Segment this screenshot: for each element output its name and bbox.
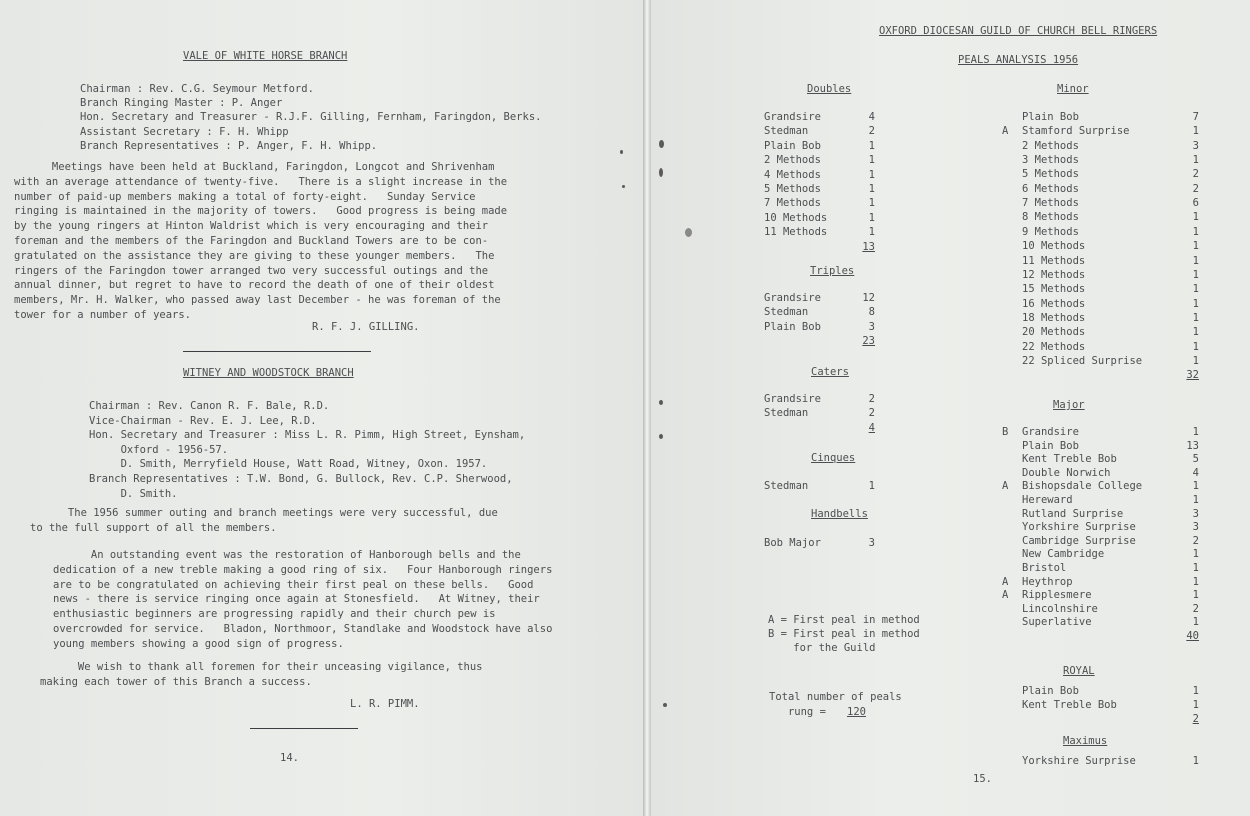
peal-method-label: Grandsire — [764, 292, 821, 304]
paragraph-line: ringers of the Faringdon tower arranged two very successful outings and the — [14, 264, 489, 277]
peal-count: 1 — [868, 139, 875, 152]
peal-method-label: Stedman — [764, 480, 809, 492]
wwb-branch-title: WITNEY AND WOODSTOCK BRANCH — [183, 367, 354, 379]
key-line: for the Guild — [768, 641, 876, 654]
peal-count: 1 — [1192, 562, 1199, 574]
first-peal-marker: B — [1002, 426, 1009, 438]
caters-title: Caters — [811, 366, 849, 378]
peal-count: 1 — [1192, 616, 1199, 629]
paragraph-line: dedication of a new treble making a good ring of six. Four Hanborough ringers — [53, 563, 553, 576]
paragraph-line: by the young ringers at Hinton Waldrist which is very encouraging and their — [14, 220, 489, 233]
peal-count: 1 — [868, 168, 875, 181]
peal-method-label: Stedman — [764, 407, 809, 420]
paragraph-line: number of paid-up members making a total of forty-eight. Sunday Service — [14, 190, 476, 203]
paragraph-line: young members showing a good sign of progress. — [53, 637, 344, 650]
divider-1 — [183, 351, 371, 352]
ink-spot — [659, 168, 663, 177]
peal-count: 1 — [1192, 211, 1199, 224]
peal-method-label: Grandsire — [1022, 426, 1079, 438]
peal-count: 2 — [868, 125, 875, 138]
peal-method-label: 11 Methods — [764, 226, 828, 239]
cinques-title: Cinques — [811, 452, 856, 464]
paragraph-line: Meetings have been held at Buckland, Faringdon, Longcot and Shrivenham — [14, 161, 495, 173]
peal-method-label: New Cambridge — [1022, 548, 1105, 561]
paragraph-line: enthusiastic beginners are progressing rapidly and their church pew is — [53, 608, 496, 621]
officer-line: Branch Ringing Master : P. Anger — [80, 97, 283, 110]
ink-spot — [659, 434, 663, 439]
peal-count: 1 — [1192, 125, 1199, 138]
peal-count: 1 — [868, 197, 875, 210]
peal-method-label: Rutland Surprise — [1022, 507, 1124, 520]
ink-spot — [685, 228, 692, 237]
peal-method-label: Superlative — [1022, 616, 1092, 629]
peal-count: 3 — [868, 537, 875, 549]
section-total: 4 — [868, 421, 875, 434]
officer-line: Hon. Secretary and Treasurer : Miss L. R. Pimm, High Street, Eynsham, — [89, 429, 526, 442]
section-total: 13 — [862, 240, 875, 253]
peal-method-label: 5 Methods — [1022, 168, 1079, 181]
right-page — [651, 0, 1250, 816]
officer-line: Assistant Secretary : F. H. Whipp — [80, 125, 289, 138]
guild-title: OXFORD DIOCESAN GUILD OF CHURCH BELL RINGERS — [879, 25, 1158, 37]
paragraph-line: gratulated on the assistance they are giving to these younger members. The — [14, 249, 495, 262]
peal-method-label: Kent Treble Bob — [1022, 453, 1117, 466]
royal-title: ROYAL — [1063, 665, 1095, 677]
maximus-title: Maximus — [1063, 735, 1108, 747]
peal-count: 4 — [1192, 466, 1199, 479]
officer-line: Vice-Chairman - Rev. E. J. Lee, R.D. — [89, 414, 317, 427]
total-peals-label: rung = — [769, 706, 833, 718]
peal-method-label: Cambridge Surprise — [1022, 534, 1136, 547]
peal-count: 1 — [1192, 311, 1199, 324]
peal-method-label: Yorkshire Surprise — [1022, 521, 1136, 534]
first-peal-marker: A — [1002, 480, 1009, 493]
peal-method-label: Ripplesmere — [1022, 589, 1092, 602]
peal-method-label: 20 Methods — [1022, 326, 1086, 339]
vwh-branch-title: VALE OF WHITE HORSE BRANCH — [183, 50, 348, 62]
peal-count: 2 — [1192, 534, 1199, 547]
peal-count: 2 — [868, 407, 875, 420]
peal-method-label: 22 Spliced Surprise — [1022, 354, 1143, 367]
peal-count: 2 — [1192, 168, 1199, 181]
peal-method-label: Grandsire — [764, 393, 821, 405]
total-peals-value: 120 — [847, 706, 866, 718]
officer-line: Hon. Secretary and Treasurer - R.J.F. Gilling, Fernham, Faringdon, Berks. — [80, 111, 542, 124]
paragraph-line: are to be congratulated on achieving their first peal on these bells. Good — [53, 578, 534, 591]
peal-count: 1 — [1192, 354, 1199, 367]
officer-line: Oxford - 1956-57. — [89, 443, 229, 456]
peal-method-label: 5 Methods — [764, 183, 821, 195]
officer-line: D. Smith. — [89, 487, 178, 500]
peal-count: 1 — [1192, 575, 1199, 588]
paragraph-line: annual dinner, but regret to have to record the death of one of their oldest — [14, 279, 495, 292]
section-total: 23 — [862, 335, 875, 348]
peal-count: 1 — [1192, 548, 1199, 561]
peal-method-label: 7 Methods — [1022, 197, 1079, 210]
paragraph-line: with an average attendance of twenty-five. There is a slight increase in the — [14, 175, 508, 188]
peal-count: 3 — [868, 320, 875, 333]
page-gutter — [643, 0, 651, 816]
officer-line: D. Smith, Merryfield House, Watt Road, Witney, Oxon. 1957. — [89, 458, 488, 471]
peal-method-label: 18 Methods — [1022, 311, 1086, 324]
paragraph-line: to the full support of all the members. — [30, 522, 277, 534]
paragraph-line: ringing is maintained in the majority of towers. Good progress is being made — [14, 205, 508, 218]
peal-count: 1 — [1192, 297, 1199, 310]
wwb-signature: L. R. PIMM. — [350, 698, 420, 710]
peal-count: 1 — [868, 211, 875, 224]
peal-method-label: Heythrop — [1022, 575, 1073, 588]
paragraph-line: members, Mr. H. Walker, who passed away last December - he was foreman of the — [14, 294, 501, 307]
peal-count: 13 — [1186, 439, 1199, 452]
paragraph-line: making each tower of this Branch a success. — [40, 676, 312, 688]
left-page-number: 14. — [280, 752, 299, 764]
peal-method-label: Grandsire — [764, 111, 821, 123]
peal-method-label: Plain Bob — [764, 320, 821, 333]
peal-method-label: 15 Methods — [1022, 283, 1086, 296]
paragraph-line: An outstanding event was the restoration of Hanborough bells and the — [53, 549, 521, 561]
peal-count: 2 — [1192, 182, 1199, 195]
peal-count: 1 — [868, 183, 875, 195]
peal-count: 3 — [1192, 507, 1199, 520]
peal-count: 7 — [1192, 111, 1199, 123]
vwh-signature: R. F. J. GILLING. — [312, 321, 420, 333]
first-peal-marker: A — [1002, 125, 1009, 138]
peal-method-label: 10 Methods — [764, 211, 828, 224]
peal-method-label: Hereward — [1022, 494, 1073, 506]
triples-title: Triples — [810, 265, 855, 277]
first-peal-marker: A — [1002, 575, 1009, 588]
doubles-title: Doubles — [807, 83, 852, 95]
key-line: B = First peal in method — [768, 627, 920, 640]
peal-count: 1 — [1192, 254, 1199, 267]
peal-method-label: 3 Methods — [1022, 154, 1079, 167]
peal-count: 2 — [868, 393, 875, 405]
handbells-title: Handbells — [811, 508, 868, 520]
peal-method-label: 22 Methods — [1022, 340, 1086, 353]
peal-count: 1 — [1192, 340, 1199, 353]
total-peals-label: Total number of peals — [769, 691, 902, 703]
peal-count: 1 — [1192, 268, 1199, 281]
officer-line: Branch Representatives : P. Anger, F. H. Whipp. — [80, 139, 378, 152]
peal-method-label: Bob Major — [764, 537, 821, 549]
paragraph-line: overcrowded for service. Bladon, Northmoor, Standlake and Woodstock have also — [53, 623, 553, 635]
peal-count: 1 — [1192, 283, 1199, 296]
peal-method-label: Bishopsdale College — [1022, 480, 1143, 493]
ink-spot — [659, 400, 663, 405]
section-total: 2 — [1192, 713, 1199, 726]
peal-count: 1 — [868, 226, 875, 239]
peal-method-label: Bristol — [1022, 562, 1067, 574]
peal-method-label: Kent Treble Bob — [1022, 699, 1117, 712]
peal-count: 8 — [868, 306, 875, 319]
peal-count: 1 — [1192, 225, 1199, 238]
ink-spot — [663, 703, 667, 707]
peal-count: 1 — [1192, 240, 1199, 253]
paragraph-line: tower for a number of years. — [14, 309, 192, 321]
peal-count: 1 — [1192, 755, 1199, 767]
peal-count: 1 — [868, 154, 875, 167]
peal-method-label: 12 Methods — [1022, 268, 1086, 281]
ink-spot — [622, 185, 625, 188]
peal-count: 1 — [1192, 326, 1199, 339]
peal-method-label: 7 Methods — [764, 197, 821, 210]
peal-count: 1 — [1192, 494, 1199, 506]
paragraph-line: news - there is service ringing once again at Stonesfield. At Witney, their — [53, 593, 540, 606]
section-total: 40 — [1186, 630, 1199, 642]
peal-method-label: 11 Methods — [1022, 254, 1086, 267]
peal-method-label: 2 Methods — [1022, 139, 1079, 152]
divider-2 — [250, 728, 358, 729]
peal-method-label: Plain Bob — [1022, 439, 1079, 452]
peal-method-label: 9 Methods — [1022, 225, 1079, 238]
peal-method-label: 2 Methods — [764, 154, 821, 167]
peals-analysis-title: PEALS ANALYSIS 1956 — [958, 54, 1079, 66]
peal-count: 1 — [1192, 685, 1199, 697]
section-total: 32 — [1186, 369, 1199, 382]
major-title: Major — [1053, 399, 1085, 411]
peal-count: 1 — [1192, 426, 1199, 438]
peal-method-label: Plain Bob — [1022, 685, 1079, 697]
ink-spot — [659, 140, 664, 148]
peal-count: 5 — [1192, 453, 1199, 466]
paragraph-line: foreman and the members of the Faringdon and Buckland Towers are to be con- — [14, 235, 489, 247]
peal-method-label: Yorkshire Surprise — [1022, 755, 1136, 767]
ink-spot — [620, 150, 623, 154]
peal-method-label: 16 Methods — [1022, 297, 1086, 310]
peal-count: 4 — [868, 111, 875, 123]
right-page-number: 15. — [973, 773, 992, 785]
officer-line: Chairman : Rev. Canon R. F. Bale, R.D. — [89, 400, 330, 412]
peal-method-label: Stedman — [764, 306, 809, 319]
peal-count: 3 — [1192, 521, 1199, 534]
peal-method-label: Plain Bob — [1022, 111, 1079, 123]
peal-method-label: Double Norwich — [1022, 466, 1111, 479]
peal-method-label: 10 Methods — [1022, 240, 1086, 253]
paragraph-line: We wish to thank all foremen for their unceasing vigilance, thus — [40, 661, 483, 673]
key-line: A = First peal in method — [768, 614, 920, 626]
peal-count: 12 — [862, 292, 875, 304]
peal-count: 1 — [1192, 480, 1199, 493]
paragraph-line: The 1956 summer outing and branch meetings were very successful, due — [30, 507, 498, 519]
peal-count: 6 — [1192, 197, 1199, 210]
peal-count: 3 — [1192, 139, 1199, 152]
officer-line: Chairman : Rev. C.G. Seymour Metford. — [80, 83, 314, 95]
peal-count: 1 — [1192, 154, 1199, 167]
peal-method-label: 8 Methods — [1022, 211, 1079, 224]
peal-method-label: Stedman — [764, 125, 809, 138]
peal-count: 2 — [1192, 602, 1199, 615]
first-peal-marker: A — [1002, 589, 1009, 602]
peal-method-label: 6 Methods — [1022, 182, 1079, 195]
peal-method-label: 4 Methods — [764, 168, 821, 181]
minor-title: Minor — [1057, 83, 1089, 95]
officer-line: Branch Representatives : T.W. Bond, G. Bullock, Rev. C.P. Sherwood, — [89, 473, 513, 485]
peal-method-label: Lincolnshire — [1022, 602, 1098, 615]
peal-method-label: Stamford Surprise — [1022, 125, 1130, 138]
peal-method-label: Plain Bob — [764, 139, 821, 152]
peal-count: 1 — [1192, 589, 1199, 602]
peal-count: 1 — [868, 480, 875, 492]
peal-count: 1 — [1192, 699, 1199, 712]
